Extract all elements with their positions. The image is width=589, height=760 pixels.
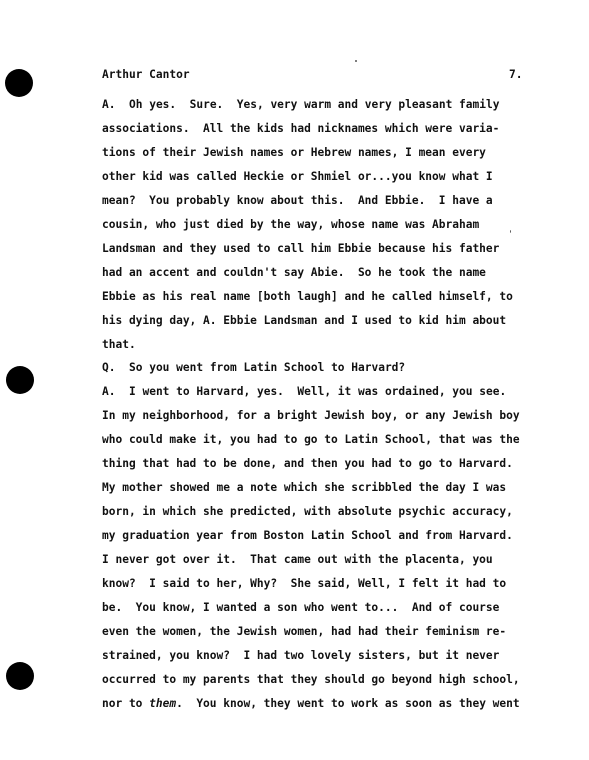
transcript-line xyxy=(102,505,513,519)
line-text-after: . You know, they went to work as soon as they went xyxy=(176,697,520,710)
transcript-line xyxy=(102,194,493,208)
line-text-before: nor to xyxy=(102,697,150,710)
line-text: tions of their Jewish names or Hebrew names, I mean every xyxy=(102,146,486,159)
line-text: I went to Harvard, yes. Well, it was ordained, you see. xyxy=(129,385,507,398)
transcript-line xyxy=(102,290,513,304)
line-text: occurred to my parents that they should go beyond high school, xyxy=(102,673,520,686)
line-text: that. xyxy=(102,338,136,351)
transcript-line xyxy=(102,385,506,399)
transcript-line xyxy=(102,218,479,232)
scan-speck xyxy=(355,60,357,62)
scan-speck xyxy=(510,230,511,233)
header-name: Arthur Cantor xyxy=(102,68,190,81)
speaker-label: A. xyxy=(102,98,116,111)
line-text: even the women, the Jewish women, had had their feminism re- xyxy=(102,625,507,638)
transcript-line xyxy=(102,122,499,136)
transcript-line xyxy=(102,577,506,591)
transcript-line xyxy=(102,601,499,615)
transcript-line xyxy=(102,266,486,280)
line-text: other kid was called Heckie or Shmiel or...you know what I xyxy=(102,170,493,183)
speaker-label: A. xyxy=(102,385,116,398)
transcript-line xyxy=(102,338,136,352)
line-text: My mother showed me a note which she scribbled the day I was xyxy=(102,481,507,494)
punch-hole-top xyxy=(5,69,33,97)
italic-word: them xyxy=(149,697,177,710)
transcript-line xyxy=(102,98,499,112)
line-text: associations. All the kids had nicknames which were varia- xyxy=(102,122,500,135)
transcript-line xyxy=(102,625,506,639)
transcript-line xyxy=(102,170,493,184)
transcript-line xyxy=(102,146,486,160)
punch-hole-bottom xyxy=(6,662,34,690)
transcript-line xyxy=(102,409,520,423)
speaker-label: Q. xyxy=(102,361,116,374)
line-text: mean? You probably know about this. And Ebbie. I have a xyxy=(102,194,493,207)
page-number: 7. xyxy=(509,68,523,81)
transcript-line xyxy=(102,457,513,471)
transcript-line xyxy=(102,314,506,328)
line-text: who could make it, you had to go to Latin School, that was the xyxy=(102,433,520,446)
line-text: his dying day, A. Ebbie Landsman and I used to kid him about xyxy=(102,314,507,327)
line-text: In my neighborhood, for a bright Jewish boy, or any Jewish boy xyxy=(102,409,520,422)
transcript-line xyxy=(102,361,405,375)
transcript-line xyxy=(102,529,513,543)
line-text: So you went from Latin School to Harvard? xyxy=(129,361,406,374)
transcript-line xyxy=(102,649,499,663)
line-text: born, in which she predicted, with absolute psychic accuracy, xyxy=(102,505,513,518)
line-text: cousin, who just died by the way, whose name was Abraham xyxy=(102,218,480,231)
transcript-line xyxy=(102,553,493,567)
punch-hole-middle xyxy=(6,366,34,394)
transcript-line xyxy=(102,481,506,495)
transcript-line xyxy=(102,697,520,711)
line-text: be. You know, I wanted a son who went to... And of course xyxy=(102,601,500,614)
line-text: Oh yes. Sure. Yes, very warm and very pleasant family xyxy=(129,98,500,111)
transcript-line xyxy=(102,673,520,687)
transcript-line xyxy=(102,242,499,256)
line-text: strained, you know? I had two lovely sisters, but it never xyxy=(102,649,500,662)
line-text: know? I said to her, Why? She said, Well, I felt it had to xyxy=(102,577,507,590)
line-text: had an accent and couldn't say Abie. So he took the name xyxy=(102,266,486,279)
line-text: thing that had to be done, and then you had to go to Harvard. xyxy=(102,457,513,470)
line-text: Landsman and they used to call him Ebbie because his father xyxy=(102,242,500,255)
line-text: Ebbie as his real name [both laugh] and he called himself, to xyxy=(102,290,513,303)
line-text: I never got over it. That came out with the placenta, you xyxy=(102,553,493,566)
line-text: my graduation year from Boston Latin School and from Harvard. xyxy=(102,529,513,542)
transcript-line xyxy=(102,433,520,447)
